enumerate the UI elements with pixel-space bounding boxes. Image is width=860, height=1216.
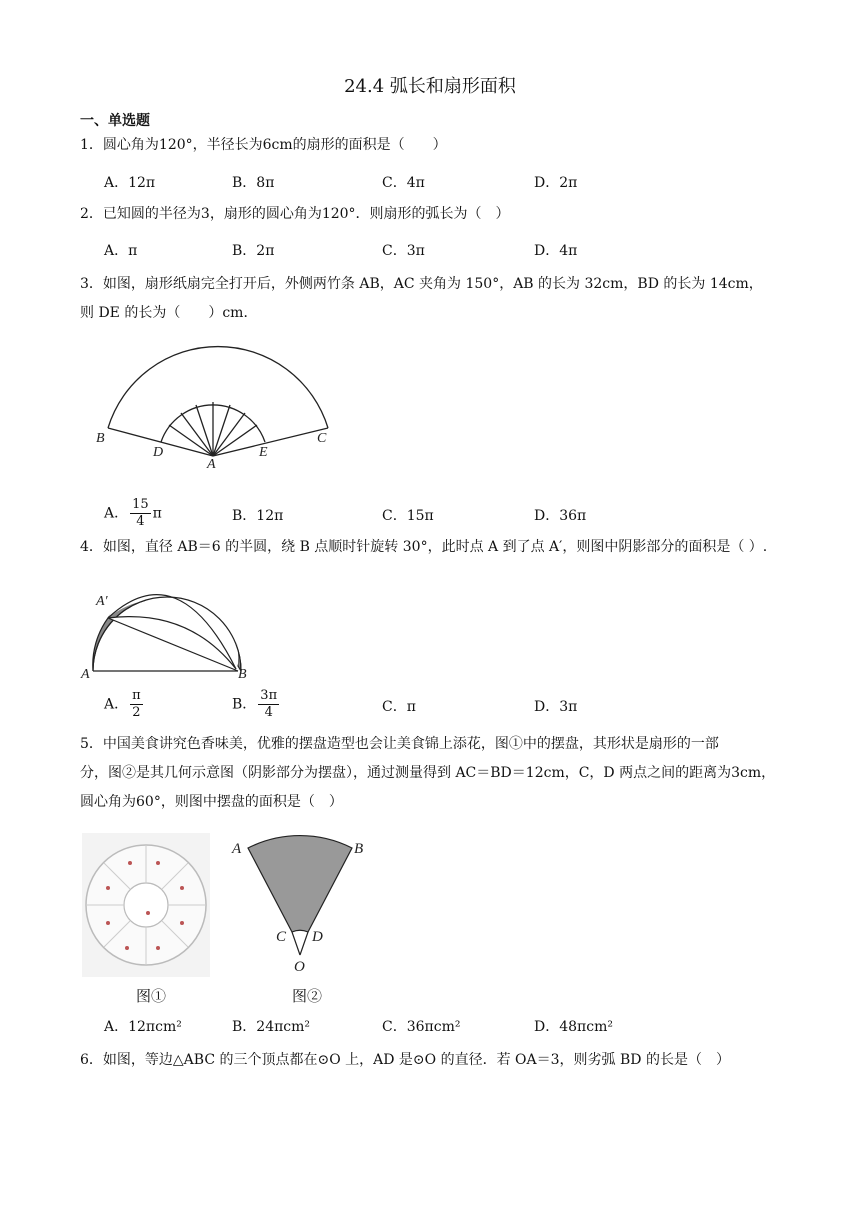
question-1 <box>80 131 780 160</box>
question-stem: 圆心角为60°，则图中摆盘的面积是（ ） <box>80 794 343 810</box>
option-b: B．12π <box>232 508 284 524</box>
option-d: D．4π <box>534 243 578 259</box>
label-b: B <box>96 431 105 446</box>
figure-caption-1: 图① <box>136 987 167 1005</box>
option-b: B．24πcm² <box>232 1019 311 1035</box>
option-c: C．4π <box>382 175 425 191</box>
platter-photo <box>82 833 210 977</box>
option-d: D．2π <box>534 175 578 191</box>
question-2 <box>80 200 780 229</box>
option-b: B．2π <box>232 243 275 259</box>
rotated-semicircle-figure <box>78 578 278 686</box>
option-a: A．12πcm² <box>104 1019 182 1035</box>
question-stem: 3．如图，扇形纸扇完全打开后，外侧两竹条 AB，AC 夹角为 150°，AB 的长为 32cm，BD 的长为 14cm， <box>80 276 763 292</box>
label-d: D <box>153 445 164 460</box>
option-b: B． $\frac{3\pi}{4}$ <box>232 688 278 720</box>
label-a: A <box>81 667 90 682</box>
label-d: D <box>312 929 323 945</box>
option-a: A． $\frac{\pi}{2}$ <box>104 688 141 720</box>
label-e: E <box>259 445 268 460</box>
option-a: A．π <box>104 243 138 259</box>
question-stem: 1．圆心角为120°，半径长为6cm的扇形的面积是（ ） <box>80 137 447 153</box>
question-3 <box>80 270 780 328</box>
inner-arc <box>108 617 236 669</box>
label-o: O <box>294 959 305 975</box>
page-title: 24.4 弧长和扇形面积 <box>344 76 516 97</box>
platter-illustration <box>82 833 210 977</box>
question-stem: 6．如图，等边△ABC 的三个顶点都在⊙O 上，AD 是⊙O 的直径．若 OA＝3，则劣弧 BD 的长是（ ） <box>80 1052 730 1068</box>
sector-diagram <box>228 833 368 978</box>
option-d: D．48πcm² <box>534 1019 613 1035</box>
label-a: A <box>207 457 216 468</box>
shaded-sector <box>248 836 352 932</box>
outer-arc <box>108 347 328 428</box>
option-c: C．π <box>382 699 416 715</box>
label-c: C <box>276 929 287 945</box>
question-stem: 分，图②是其几何示意图（阴影部分为摆盘），通过测量得到 AC＝BD＝12cm，C，D 两点之间的距离为3cm， <box>80 765 776 781</box>
question-5 <box>80 730 780 817</box>
option-d: D．36π <box>534 508 587 524</box>
question-stem: 则 DE 的长为（ ）cm． <box>80 305 258 321</box>
option-a: A．12π <box>104 175 156 191</box>
label-b: B <box>238 667 247 682</box>
question-stem: 5．中国美食讲究色香味美，优雅的摆盘造型也会让美食锦上添花，图①中的摆盘，其形状是扇形的一部 <box>80 736 719 752</box>
label-a: A <box>232 841 242 857</box>
option-c: C．36πcm² <box>382 1019 461 1035</box>
rib <box>169 425 213 456</box>
question-4 <box>80 533 780 562</box>
question-6 <box>80 1046 780 1075</box>
question-stem: 2．已知圆的半径为3，扇形的圆心角为120°．则扇形的弧长为（ ） <box>80 206 510 222</box>
option-b: B．8π <box>232 175 275 191</box>
label-c: C <box>317 431 327 446</box>
folding-fan-figure <box>88 338 348 468</box>
label-b: B <box>354 841 364 857</box>
option-c: C．3π <box>382 243 425 259</box>
rib <box>196 405 213 456</box>
option-c: C．15π <box>382 508 434 524</box>
option-d: D．3π <box>534 699 578 715</box>
label-a-prime: A′ <box>96 594 108 609</box>
figure-caption-2: 图② <box>292 987 323 1005</box>
rib <box>213 405 230 456</box>
rib <box>181 413 213 456</box>
question-stem: 4．如图，直径 AB＝6 的半圆，绕 B 点顺时针旋转 30°，此时点 A 到了点 A′，则图中阴影部分的面积是（ ）. <box>80 539 768 555</box>
section-heading: 一、单选题 <box>80 113 150 129</box>
rib <box>213 425 257 456</box>
option-a: A． $\frac{15}{4}$ π <box>104 497 162 529</box>
